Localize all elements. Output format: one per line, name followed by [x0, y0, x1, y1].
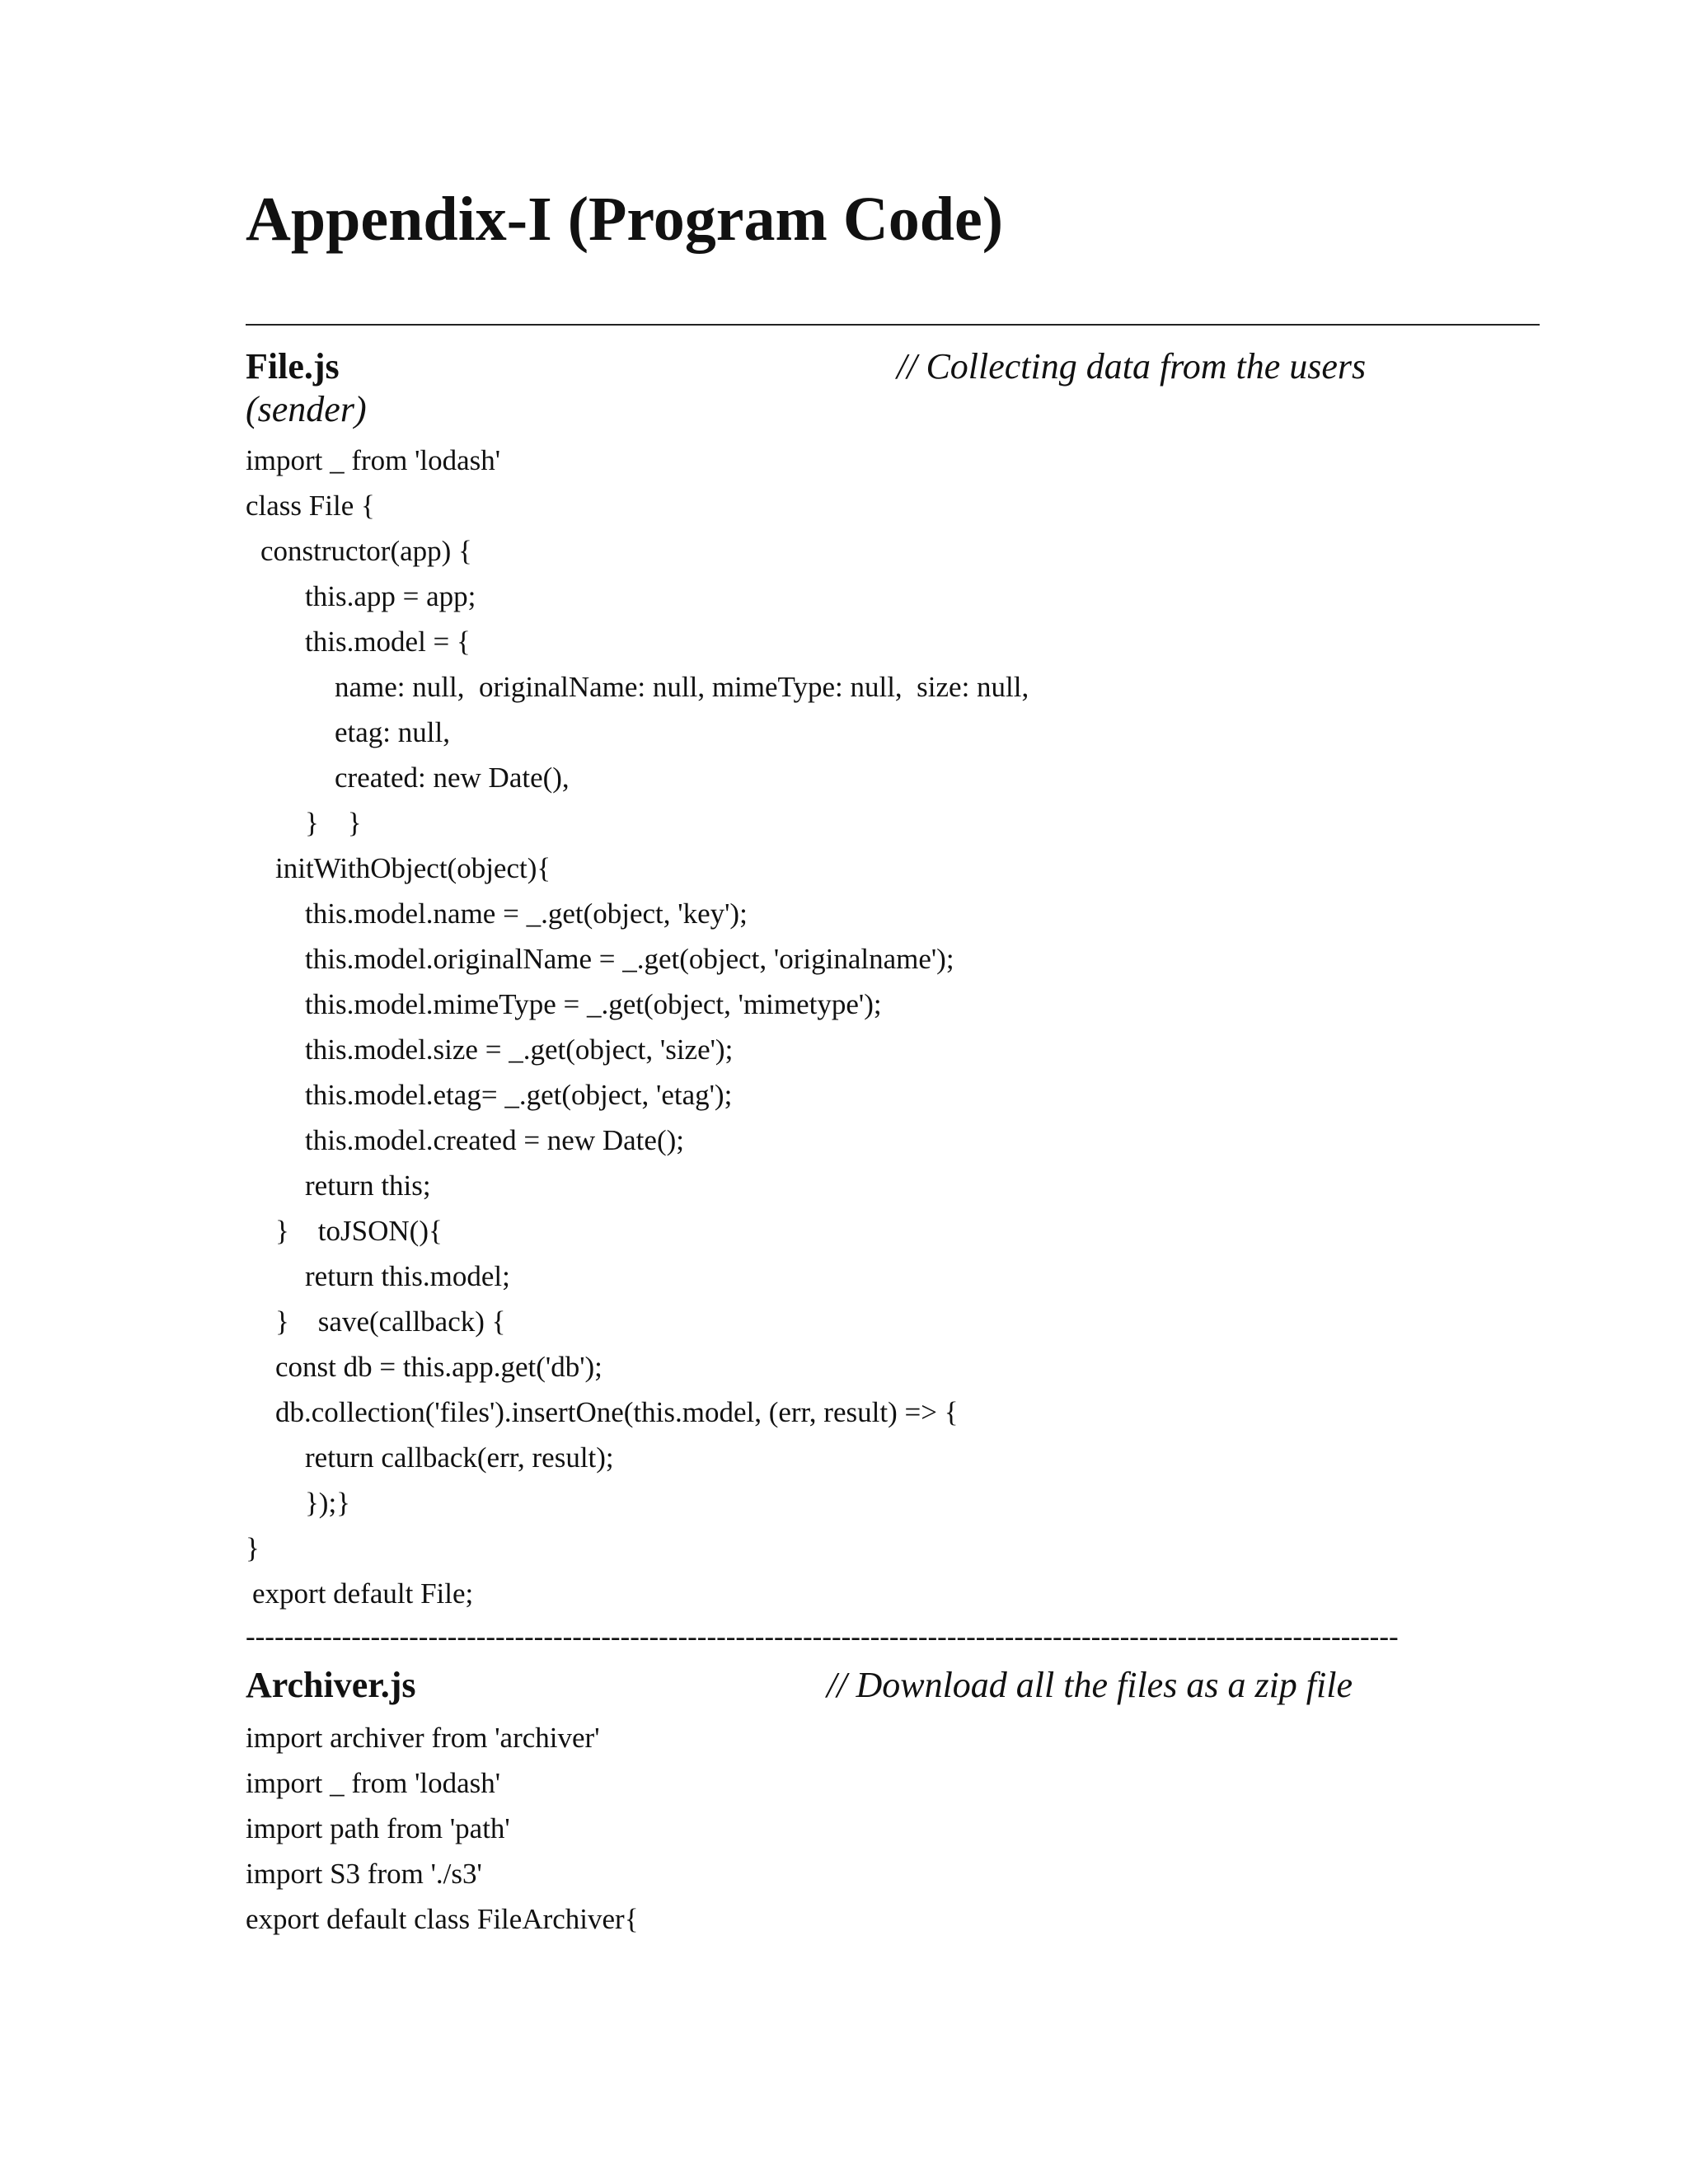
- code-line: return this.model;: [305, 1260, 510, 1292]
- section-filename-archiver-js: Archiver.js: [246, 1665, 416, 1705]
- code-line: this.model.etag= _.get(object, 'etag');: [305, 1079, 733, 1111]
- code-line: return this;: [305, 1169, 431, 1202]
- code-line: } save(callback) {: [275, 1305, 506, 1338]
- code-line: etag: null,: [335, 716, 450, 748]
- code-line: import _ from 'lodash': [246, 1767, 501, 1799]
- code-line: this.model.size = _.get(object, 'size');: [305, 1033, 734, 1066]
- code-line: export default class FileArchiver{: [246, 1903, 639, 1935]
- code-line: this.model.originalName = _.get(object, 'originalname');: [305, 943, 954, 975]
- section-comment-continuation: (sender): [246, 389, 367, 429]
- code-line: this.app = app;: [305, 580, 476, 612]
- page-title: Appendix-I (Program Code): [246, 185, 1004, 254]
- code-line: initWithObject(object){: [275, 852, 551, 884]
- code-line: }: [246, 1532, 260, 1564]
- code-line: });}: [305, 1487, 350, 1519]
- code-line: import S3 from './s3': [246, 1858, 482, 1890]
- code-line: import archiver from 'archiver': [246, 1722, 600, 1754]
- code-line: this.model = {: [305, 626, 471, 658]
- section-comment-file-js: // Collecting data from the users: [897, 346, 1367, 387]
- section-filename-file-js: File.js: [246, 346, 340, 387]
- code-line: name: null, originalName: null, mimeType: null, size: null,: [335, 671, 1029, 703]
- code-line: const db = this.app.get('db');: [275, 1351, 603, 1383]
- code-line: class File {: [246, 490, 375, 522]
- code-line: import path from 'path': [246, 1812, 510, 1844]
- code-line: import _ from 'lodash': [246, 444, 501, 476]
- code-line: } toJSON(){: [275, 1215, 443, 1247]
- code-line: this.model.mimeType = _.get(object, 'mimetype');: [305, 988, 882, 1020]
- title-divider: [246, 324, 1540, 326]
- code-line: } }: [305, 807, 362, 839]
- section-separator: ------------------------------------------------------------------------------------------------------------------------: [246, 1622, 1399, 1651]
- code-line: this.model.created = new Date();: [305, 1124, 684, 1156]
- code-line: return callback(err, result);: [305, 1441, 614, 1474]
- code-line: db.collection('files').insertOne(this.model, (err, result) => {: [275, 1396, 959, 1428]
- code-line: this.model.name = _.get(object, 'key');: [305, 898, 748, 930]
- code-line: constructor(app) {: [260, 535, 472, 567]
- code-line: created: new Date(),: [335, 762, 570, 794]
- code-line: export default File;: [252, 1577, 474, 1610]
- section-comment-archiver-js: // Download all the files as a zip file: [827, 1665, 1353, 1705]
